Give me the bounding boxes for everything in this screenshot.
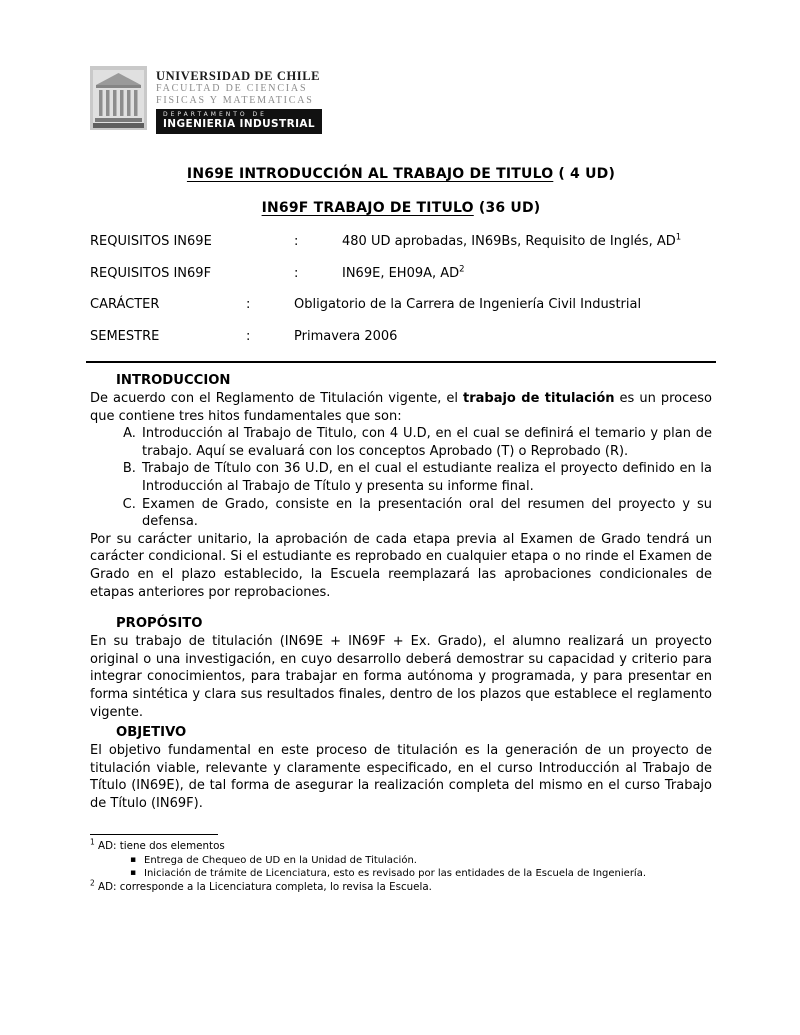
introduccion-p1-before: De acuerdo con el Reglamento de Titulación vigente, el <box>90 391 463 406</box>
course-title-in69e-underlined: IN69E INTRODUCCIÓN AL TRABAJO DE TITULO <box>186 166 554 182</box>
building-engraving-icon <box>90 66 147 130</box>
introduccion-p1-bold: trabajo de titulación <box>462 391 615 406</box>
introduccion-paragraph-2: Por su carácter unitario, la aprobación de cada etapa previa al Examen de Grado tendrá un carácter condicional. Si el estudiante es reprobado en cualquier etapa o no rinde el Examen de Grado en el plazo establecido, la Escuela reemplazará las aprobaciones condicionales de etapas anteriores por reprobaciones. <box>90 531 712 600</box>
course-title-in69e-ud: ( 4 UD) <box>553 166 616 182</box>
department-banner-line1: DEPARTAMENTO DE <box>163 111 267 118</box>
department-banner <box>156 109 322 134</box>
course-title-in69f-ud: (36 UD) <box>473 200 541 216</box>
requisitos-in69e-label: REQUISITOS IN69E <box>90 234 212 249</box>
footnote-2-text: AD: corresponde a la Licenciatura completa, lo revisa la Escuela. <box>94 880 432 893</box>
semestre-colon: : <box>246 328 251 344</box>
footnote-1-bullets <box>90 854 712 881</box>
course-title-in69f-underlined: IN69F TRABAJO DE TITULO <box>261 200 474 216</box>
caracter-value: Obligatorio de la Carrera de Ingeniería Civil Industrial <box>294 297 642 312</box>
objetivo-heading: OBJETIVO <box>116 725 187 741</box>
objetivo-paragraph: El objetivo fundamental en este proceso de titulación es la generación de un proyecto de titulación viable, relevante y claramente especificado, en el curso Introducción al Trabajo de Título (IN69E), de tal forma de asegurar la realización completa del mismo en el curso Trabajo de Título (IN69F). <box>90 743 712 811</box>
requisitos-in69f-colon: : <box>294 265 299 281</box>
requisitos-in69e-row <box>90 233 712 252</box>
semestre-label: SEMESTRE <box>90 328 160 344</box>
proposito-paragraph: En su trabajo de titulación (IN69E + IN69F + Ex. Grado), el alumno realizará un proyecto original o una investigación, en cuyo desarrollo deberá demostrar su capacidad y criterio para integrar conocimientos, para trabajar en forma autónoma y programada, y para presentar en forma sintética y clara sus resultados finales, dentro de los plazos que establece el reglamento vigente. <box>90 634 712 720</box>
footnote-1-marker: 1 <box>90 838 95 848</box>
footnote-2-marker: 2 <box>90 878 95 888</box>
footnote-divider <box>90 834 218 835</box>
requisitos-in69e-colon: : <box>294 234 299 249</box>
university-logo <box>90 66 712 132</box>
semestre-value: Primavera 2006 <box>294 328 398 344</box>
hitos-list <box>90 425 712 531</box>
requisitos-in69f-value: IN69E, EH09A, AD <box>342 265 460 281</box>
hito-item-a: A. Introducción al Trabajo de Titulo, con 4 U.D, en el cual se definirá el temario y plan de trabajo. Aquí se evaluará con los conceptos Aprobado (T) o Reprobado (R). <box>140 425 712 460</box>
section-divider <box>86 361 716 363</box>
faculty-name-line1: FACULTAD DE CIENCIAS <box>156 83 308 94</box>
university-name: UNIVERSIDAD DE CHILE <box>156 69 321 83</box>
caracter-label: CARÁCTER <box>90 297 160 312</box>
hito-item-b: B. Trabajo de Título con 36 U.D, en el cual el estudiante realiza el proyecto definido en la Introducción al Trabajo de Título y presenta su informe final. <box>140 460 712 495</box>
requisitos-in69f-row <box>90 265 712 284</box>
introduccion-heading: INTRODUCCION <box>116 373 231 388</box>
course-title-in69f <box>90 199 712 217</box>
footnote-1 <box>90 840 712 854</box>
footnote-1-text: AD: tiene dos elementos <box>94 840 225 853</box>
course-title-in69e <box>90 165 712 183</box>
requisitos-in69f-label: REQUISITOS IN69F <box>90 265 212 281</box>
department-banner-line2: INGENIERIA INDUSTRIAL <box>163 118 315 130</box>
footnotes-section <box>90 834 712 894</box>
introduccion-paragraph-1 <box>90 390 712 425</box>
semestre-row <box>90 328 712 347</box>
requisitos-in69e-value: 480 UD aprobadas, IN69Bs, Requisito de Inglés, AD <box>342 234 676 249</box>
footnote-1-bullet-1: ▪ Entrega de Chequeo de UD en la Unidad de Titulación. <box>130 854 712 868</box>
hito-item-c: C. Examen de Grado, consiste en la presentación oral del resumen del proyecto y su defensa. <box>140 496 712 531</box>
footnote-1-bullet-2: ▪ Iniciación de trámite de Licenciatura, esto es revisado por las entidades de la Escuela de Ingeniería. <box>130 867 712 881</box>
caracter-row <box>90 296 712 315</box>
building-image <box>90 66 147 130</box>
proposito-heading: PROPÓSITO <box>116 616 203 632</box>
logo-text-block <box>156 66 322 132</box>
caracter-colon: : <box>246 297 251 312</box>
footnote-ref-1: 1 <box>675 232 682 243</box>
footnote-2 <box>90 878 712 895</box>
introduccion-p1-after: es un proceso que contiene tres hitos fundamentales que son: <box>90 391 712 424</box>
footnote-ref-2: 2 <box>459 264 465 275</box>
faculty-name-line2: FISICAS Y MATEMATICAS <box>156 94 314 106</box>
